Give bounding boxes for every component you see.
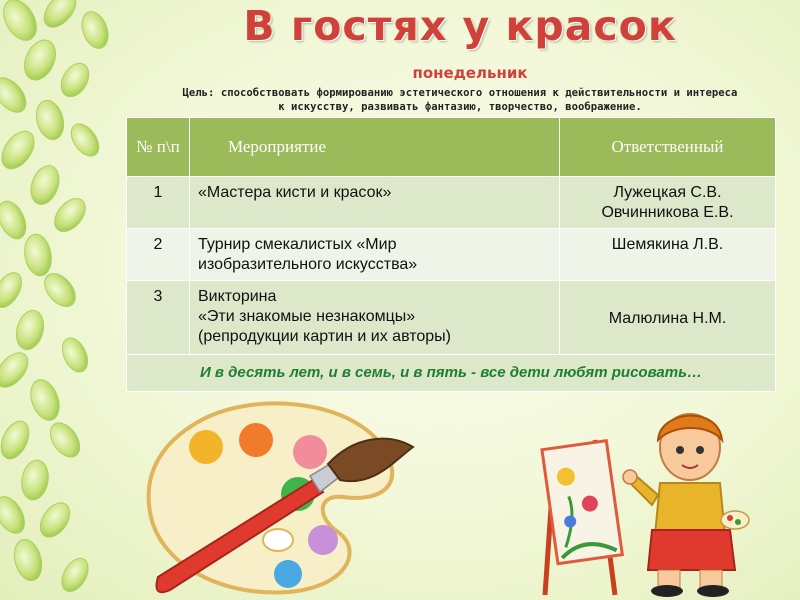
- event-line: Викторина: [198, 288, 277, 305]
- paint-palette-icon: [138, 392, 448, 598]
- responsible-line: Малюлина Н.М.: [608, 309, 727, 327]
- goal-line-2: к искусству, развивать фантазию, творчество, воображение.: [278, 101, 642, 113]
- goal-line-1: Цель: способствовать формированию эстетического отношения к действительности и интереса: [182, 87, 738, 99]
- row-responsible: [560, 229, 776, 281]
- row-event: [190, 229, 560, 281]
- column-header-number: № п\п: [127, 118, 190, 177]
- responsible-line: Шемякина Л.В.: [611, 236, 724, 253]
- boy-painting-illustration: [540, 405, 750, 597]
- responsible-line: Овчинникова Е.В.: [601, 204, 734, 221]
- table-row: [127, 281, 776, 355]
- table-header-row: [127, 118, 776, 177]
- goal-text: [128, 86, 792, 114]
- row-event: [190, 177, 560, 229]
- page-title: В гостях у красок: [243, 2, 677, 50]
- row-responsible: [560, 177, 776, 229]
- column-header-event: Мероприятие: [190, 118, 560, 177]
- event-line: «Мастера кисти и красок»: [198, 184, 392, 201]
- responsible-line: Лужецкая С.В.: [613, 184, 722, 201]
- column-header-responsible: Ответственный: [560, 118, 776, 177]
- schedule-table: [126, 117, 776, 392]
- schedule-table-container: [126, 117, 776, 392]
- row-number: 3: [127, 281, 190, 355]
- event-line: изобразительного искусства»: [198, 256, 418, 273]
- row-number: 2: [127, 229, 190, 281]
- table-footer-row: [127, 355, 776, 392]
- row-responsible: [560, 281, 776, 355]
- day-subtitle: понедельник: [412, 64, 528, 82]
- event-line: Турнир смекалистых «Мир: [198, 236, 397, 253]
- event-line: (репродукции картин и их авторы): [198, 328, 451, 345]
- table-row: [127, 177, 776, 229]
- row-number: 1: [127, 177, 190, 229]
- footer-quote: И в десять лет, и в семь, и в пять - все дети любят рисовать…: [127, 355, 776, 392]
- row-event: [190, 281, 560, 355]
- table-row: [127, 229, 776, 281]
- event-line: «Эти знакомые незнакомцы»: [198, 308, 416, 325]
